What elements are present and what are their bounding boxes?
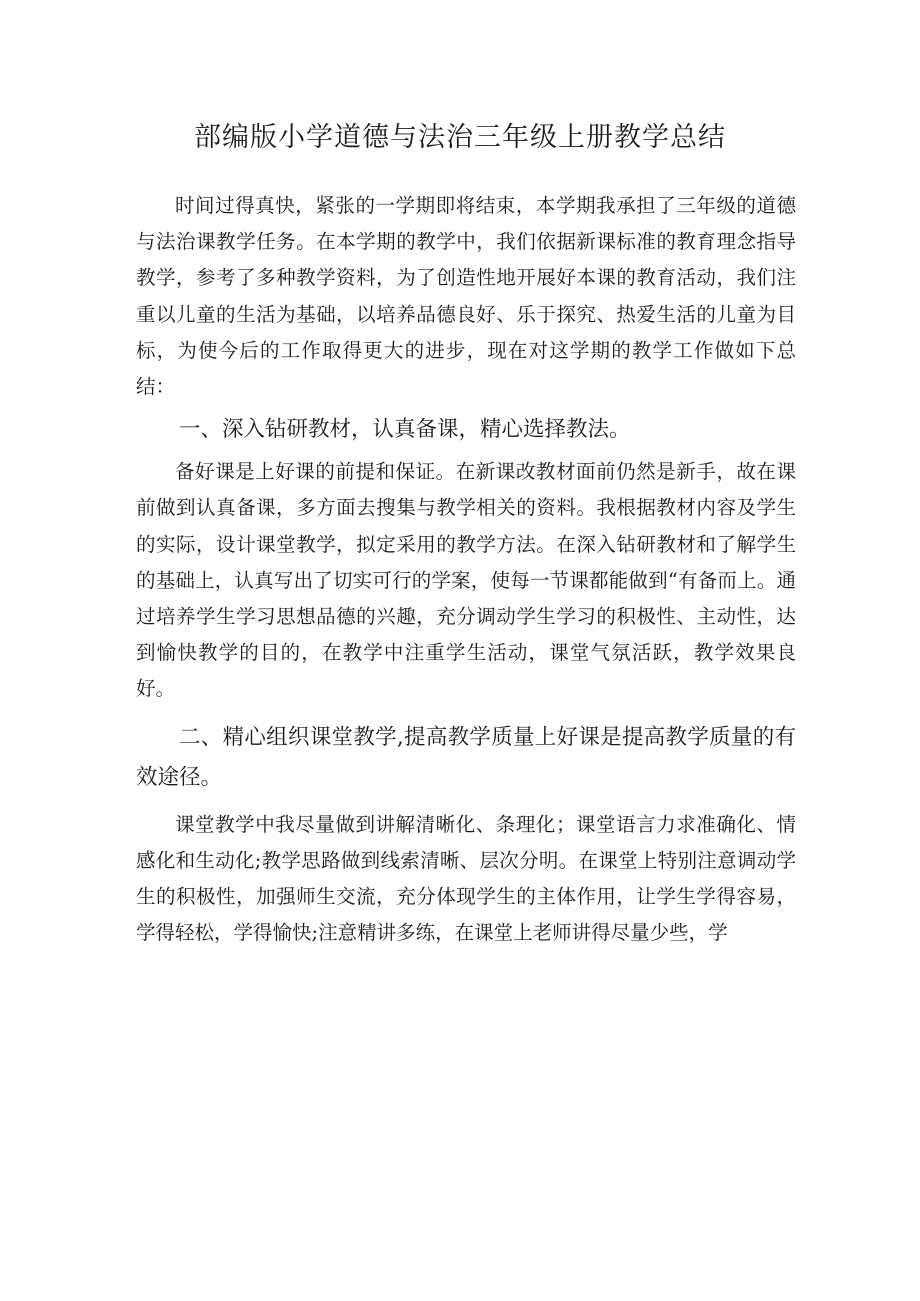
section2-heading: 二、精心组织课堂教学,提高教学质量上好课是提高教学质量的有效途径。 [136, 724, 796, 790]
section1-heading: 一、深入钻研教材，认真备课，精心选择教法。 [179, 417, 631, 443]
document-body [136, 188, 796, 951]
intro-paragraph: 时间过得真快，紧张的一学期即将结束，本学期我承担了三年级的道德与法治课教学任务。在本学期的教学中，我们依据新课标准的教育理念指导教学，参考了多种教学资料，为了创造性地开展好本课的教育活动，我们注重以儿童的生活为基础，以培养品德良好、乐于探究、热爱生活的儿童为目标，为使今后的工作取得更大的进步，现在对这学期的教学工作做如下总结： [136, 194, 796, 399]
section1-paragraph: 备好课是上好课的前提和保证。在新课改教材面前仍然是新手，故在课前做到认真备课，多方面去搜集与教学相关的资料。我根据教材内容及学生的实际，设计课堂教学，拟定采用的教学方法。在深入钻研教材和了解学生的基础上，认真写出了切实可行的学案，使每一节课都能做到“有备而上。通过培养学生学习思想品德的兴趣，充分调动学生学习的积极性、主动性，达到愉快教学的目的，在教学中注重学生活动，课堂气氛活跃，教学效果良好。 [136, 460, 796, 701]
document-title: 部编版小学道德与法治三年级上册教学总结 [194, 122, 726, 153]
section2-paragraph: 课堂教学中我尽量做到讲解清晰化、条理化；课堂语言力求准确化、情感化和生动化;教学思路做到线索清晰、层次分明。在课堂上特别注意调动学生的积极性，加强师生交流，充分体现学生的主体作用，让学生学得容易，学得轻松，学得愉快;注意精讲多练，在课堂上老师讲得尽量少些，学 [136, 812, 796, 945]
